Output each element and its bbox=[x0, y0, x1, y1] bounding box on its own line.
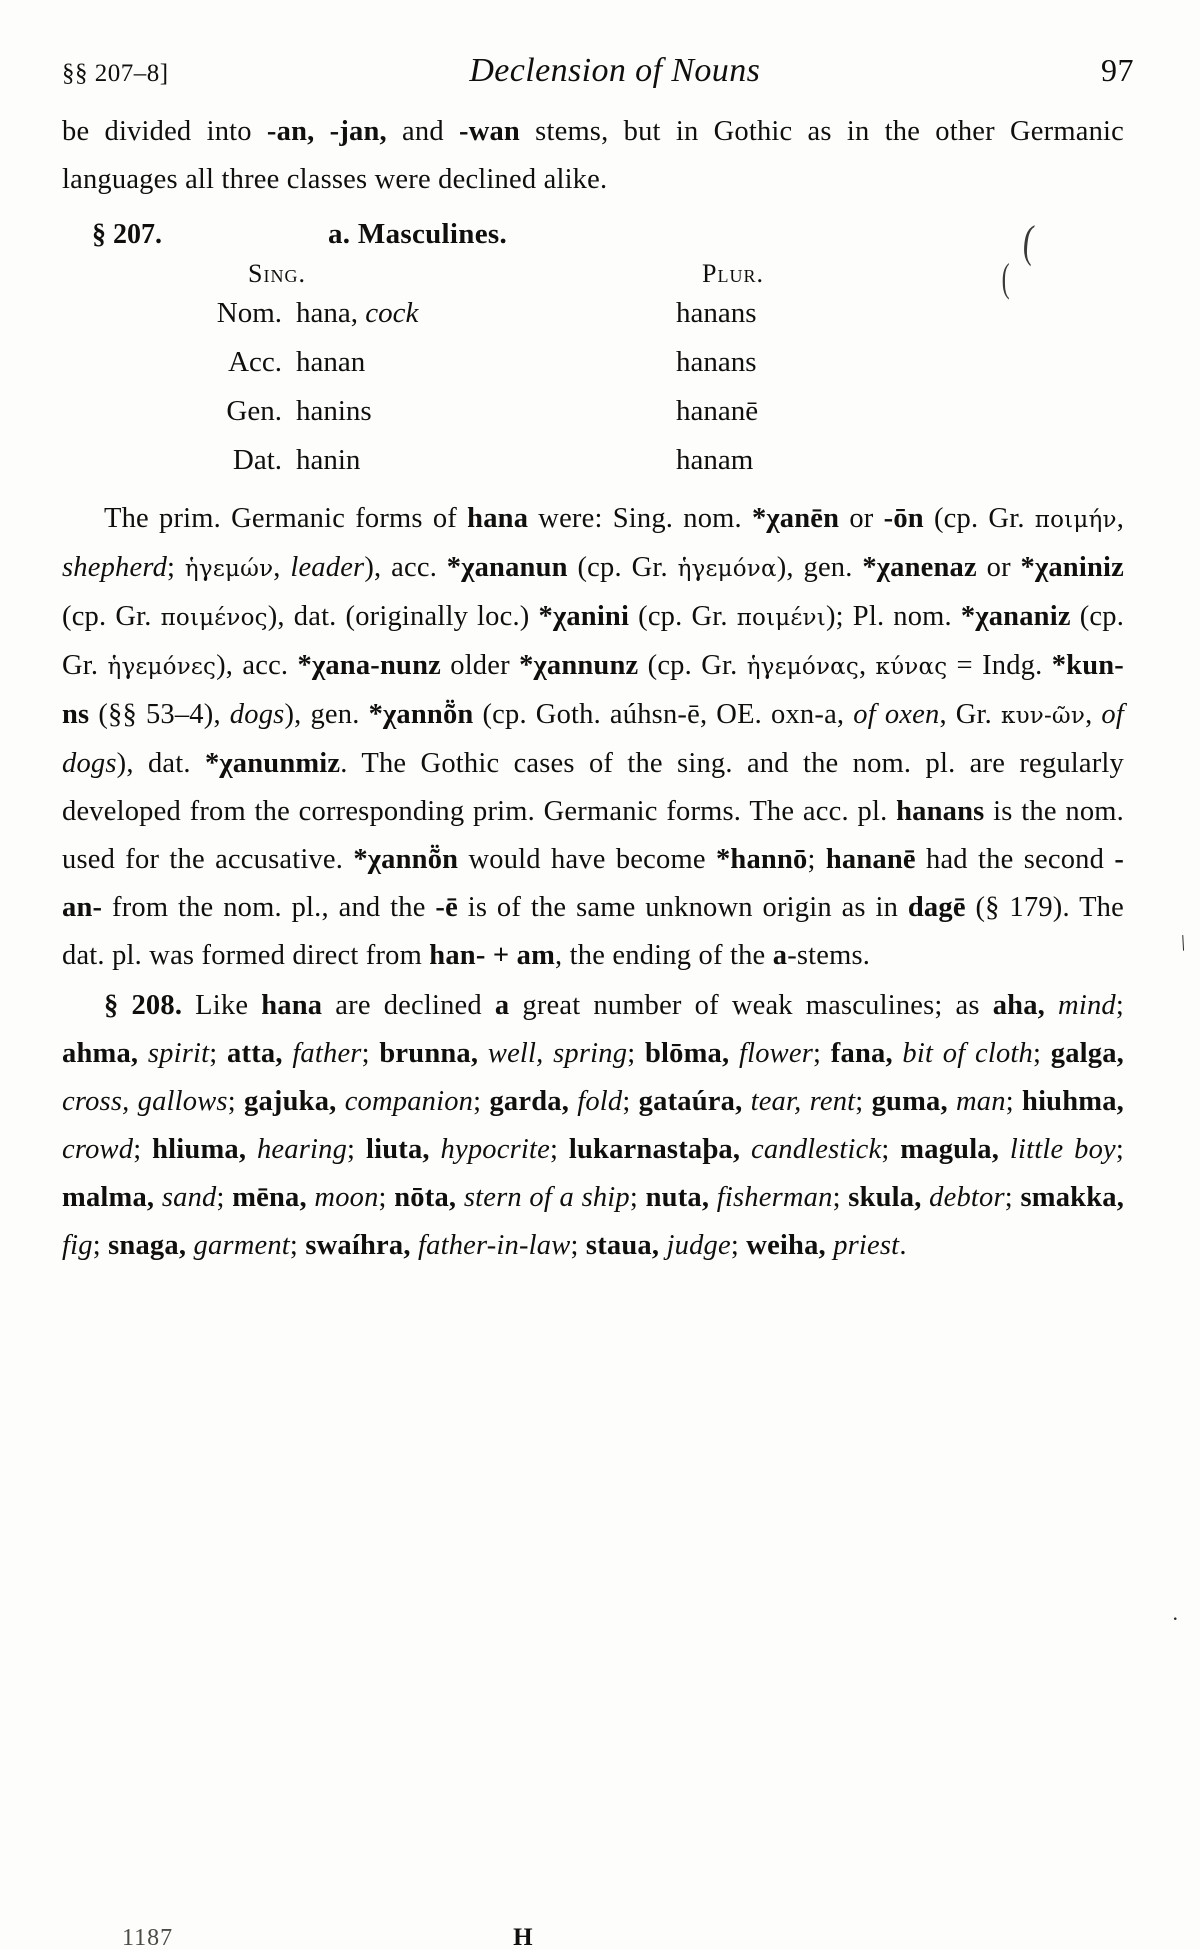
word-entry: nuta, bbox=[645, 1182, 710, 1213]
body-text: , the ending of the bbox=[555, 940, 773, 971]
page-footer bbox=[62, 1924, 1134, 1952]
word-gloss: father-in-law bbox=[418, 1230, 571, 1261]
word-gloss: hearing bbox=[256, 1134, 348, 1165]
paradigm-row bbox=[62, 436, 1124, 485]
body-text: = Indg. bbox=[947, 650, 1052, 681]
greek-word: ποιμένι bbox=[736, 605, 826, 631]
word-entry: galga, bbox=[1050, 1038, 1124, 1069]
reconstructed-form: *kun-ns bbox=[62, 650, 1124, 730]
word-gloss: bit of cloth bbox=[902, 1038, 1033, 1069]
body-text: would have become bbox=[458, 844, 716, 875]
word-entry: fana, bbox=[830, 1038, 893, 1069]
body-text-a: a bbox=[494, 990, 510, 1021]
intro-text-3: stems, but in Gothic as in the other Germanic languages all three classes were declined alike. bbox=[62, 116, 1124, 195]
reconstructed-form: *χaniniz bbox=[1020, 552, 1124, 583]
affix-e: -ē bbox=[435, 892, 458, 923]
stem-a: a bbox=[772, 940, 788, 971]
body-text: ), gen. bbox=[776, 552, 863, 583]
word-gloss: moon bbox=[314, 1182, 379, 1213]
reconstructed-form: *χanunmiz bbox=[204, 748, 341, 779]
word-entry: snaga, bbox=[108, 1230, 187, 1261]
plural-form: hanans bbox=[676, 346, 757, 378]
page-content bbox=[62, 52, 1142, 1951]
body-text: The prim. Germanic forms of bbox=[104, 503, 468, 534]
body-text: ; bbox=[807, 844, 826, 875]
body-text: , bbox=[273, 552, 291, 583]
word-gloss: spirit bbox=[147, 1038, 210, 1069]
paradigm-row bbox=[62, 387, 1124, 436]
greek-word: ἡγεμόνας bbox=[746, 654, 859, 680]
word-gloss: candlestick bbox=[750, 1134, 882, 1165]
body-text: . The Gothic cases of the sing. and the nom. pl. are regularly developed from the corresponding prim. Germanic forms. The acc. pl. bbox=[62, 748, 1124, 827]
reconstructed-form: *χanini bbox=[538, 601, 630, 632]
reconstructed-form: *χana-nunz bbox=[297, 650, 441, 681]
word-entry: garda, bbox=[489, 1086, 570, 1117]
body-text: , bbox=[858, 650, 876, 681]
word-gloss: tear, rent bbox=[750, 1086, 856, 1117]
paragraph-207-body bbox=[62, 495, 1124, 980]
reconstructed-form: *χannṏn bbox=[353, 844, 459, 875]
word-gloss: debtor bbox=[929, 1182, 1005, 1213]
goth-form-hana: hana bbox=[467, 503, 529, 534]
signature-mark: 1187 bbox=[122, 1925, 174, 1951]
word-gloss: little boy bbox=[1009, 1134, 1116, 1165]
paradigm-caption: a. Masculines. bbox=[328, 218, 508, 250]
paradigm-block-207 bbox=[62, 214, 1124, 485]
word-entry: liuta, bbox=[365, 1134, 430, 1165]
plural-form: hanans bbox=[676, 297, 757, 329]
singular-gloss: cock bbox=[365, 297, 419, 329]
body-text: are declined bbox=[322, 990, 495, 1021]
paradigm-row bbox=[62, 289, 1124, 338]
reconstructed-form: *hannō bbox=[715, 844, 808, 875]
handwritten-brace-mark: ( bbox=[1020, 214, 1037, 267]
gloss: shepherd bbox=[62, 552, 168, 583]
formation-han-am: han- + am bbox=[429, 940, 556, 971]
case-label: Dat. bbox=[232, 444, 282, 476]
body-text: , bbox=[1116, 503, 1125, 534]
body-text: from the nom. pl., and the bbox=[102, 892, 436, 923]
greek-word: κυν-ῶν bbox=[1001, 703, 1086, 729]
greek-word: ἡγεμόνες bbox=[107, 654, 217, 680]
greek-word: ποιμένος bbox=[160, 605, 268, 631]
intro-stem-wan: -wan bbox=[459, 116, 520, 147]
body-text: or bbox=[839, 503, 884, 534]
intro-paragraph bbox=[62, 108, 1124, 204]
gloss: leader bbox=[290, 552, 365, 583]
singular-form: hanan bbox=[296, 346, 366, 378]
reconstructed-form: *χananiz bbox=[960, 601, 1071, 632]
word-entry: guma, bbox=[871, 1086, 948, 1117]
word-gloss: fig bbox=[62, 1230, 93, 1261]
word-entry: skula, bbox=[848, 1182, 922, 1213]
paragraph-208: § 208. Like hana are declined a great number of weak masculines; as aha, mind; ahma, spirit; atta, father; brunna, well, spring; blōma, flower; fana, bit of cloth; galga, cross, gallows; gajuka, companion; garda, fold; gataúra, tear, rent; guma, man; hiuhma, crowd; hliuma, hearing; liuta, hypocrite; lukarnastaþa, candlestick; magula, little boy; malma, sand; mēna, moon; nōta, stern of a ship; nuta, fisherman; skula, debtor; smakka, fig; snaga, garment; swaíhra, father-in-law; staua, judge; weiha, priest. bbox=[62, 990, 1125, 1261]
word-entry: ahma, bbox=[62, 1038, 139, 1069]
word-gloss: stern of a ship bbox=[463, 1182, 630, 1213]
running-head bbox=[62, 52, 1134, 90]
singular-form: hanins bbox=[296, 395, 372, 427]
word-gloss: priest bbox=[833, 1230, 900, 1261]
body-text: is of the same unknown origin as in bbox=[457, 892, 908, 923]
word-entry: weiha, bbox=[746, 1230, 826, 1261]
section-number-207: § 207. bbox=[92, 219, 162, 250]
word-entry: malma, bbox=[62, 1182, 155, 1213]
word-gloss: fisherman bbox=[716, 1182, 833, 1213]
body-text: , Gr. bbox=[939, 699, 1002, 730]
word-gloss: father bbox=[292, 1038, 362, 1069]
reconstructed-form: *χannṏn bbox=[368, 699, 474, 730]
paradigm-headline bbox=[62, 218, 1124, 251]
body-text: -stems. bbox=[787, 940, 871, 971]
greek-word: ποιμήν bbox=[1034, 507, 1117, 533]
gloss: of dogs bbox=[62, 699, 1124, 779]
word-gloss: hypocrite bbox=[440, 1134, 550, 1165]
case-label: Gen. bbox=[226, 395, 282, 427]
word-entry: hliuma, bbox=[152, 1134, 247, 1165]
word-entry: aha, bbox=[992, 990, 1046, 1021]
word-entry: magula, bbox=[900, 1134, 1000, 1165]
body-text: (cp. Gr. bbox=[923, 503, 1035, 534]
body-text: or bbox=[976, 552, 1021, 583]
column-header-singular: Sing. bbox=[248, 259, 306, 288]
greek-word: κύνας bbox=[875, 654, 948, 680]
body-text: ), dat. (originally loc.) bbox=[267, 601, 539, 632]
word-gloss: companion bbox=[344, 1086, 474, 1117]
body-text: (cp. Goth. aúhsn-ē, OE. oxn-a, bbox=[473, 699, 854, 730]
body-text: is the nom. used for the accusative. bbox=[62, 796, 1124, 875]
case-label: Nom. bbox=[216, 297, 282, 329]
column-header-plural: Plur. bbox=[702, 259, 764, 288]
reconstructed-form: *χanēn bbox=[751, 503, 840, 534]
word-gloss: flower bbox=[738, 1038, 814, 1069]
goth-form-hanans: hanans bbox=[896, 796, 985, 827]
word-gloss: judge bbox=[666, 1230, 731, 1261]
intro-stem-an: -an, -jan, bbox=[266, 116, 387, 147]
running-head-section-ref: §§ 207–8] bbox=[62, 60, 169, 87]
section-number-208: § 208. bbox=[104, 990, 183, 1021]
reconstructed-form: *χanenaz bbox=[862, 552, 977, 583]
body-text: (§ 179). The dat. pl. was formed direct from bbox=[62, 892, 1124, 971]
page-number: 97 bbox=[1100, 52, 1134, 88]
word-entry: mēna, bbox=[232, 1182, 307, 1213]
word-entry: gajuka, bbox=[244, 1086, 337, 1117]
body-text: were: Sing. nom. bbox=[528, 503, 752, 534]
word-entry: smakka, bbox=[1020, 1182, 1125, 1213]
word-entry: staua, bbox=[585, 1230, 660, 1261]
word-gloss: well, spring bbox=[487, 1038, 628, 1069]
margin-mark-1: \ bbox=[1176, 929, 1190, 956]
body-text: ); Pl. nom. bbox=[825, 601, 961, 632]
body-text: ), acc. bbox=[364, 552, 447, 583]
body-text: ; bbox=[167, 552, 185, 583]
plural-form: hanam bbox=[676, 444, 754, 476]
word-entry: hiuhma, bbox=[1022, 1086, 1125, 1117]
body-text: had the second bbox=[915, 844, 1115, 875]
body-text: Like bbox=[182, 990, 262, 1021]
catchword-letter: H bbox=[513, 1924, 534, 1951]
greek-word: ἡγεμών bbox=[184, 556, 274, 582]
singular-form bbox=[296, 289, 676, 338]
word-entry: atta, bbox=[227, 1038, 283, 1069]
body-text: (§§ 53–4), bbox=[89, 699, 230, 730]
affix-an: -an- bbox=[62, 844, 1125, 923]
body-text: (cp. Gr. bbox=[567, 552, 678, 583]
goth-form-dage: dagē bbox=[907, 892, 966, 923]
body-text: ), gen. bbox=[284, 699, 369, 730]
case-label: Acc. bbox=[228, 346, 282, 378]
word-gloss: crowd bbox=[62, 1134, 134, 1165]
body-text: (cp. Gr. bbox=[62, 601, 161, 632]
word-gloss: garment bbox=[193, 1230, 290, 1261]
word-entry: brunna, bbox=[379, 1038, 479, 1069]
paradigm-row bbox=[62, 338, 1124, 387]
body-text: , bbox=[1085, 699, 1102, 730]
body-text: ), dat. bbox=[116, 748, 205, 779]
reconstructed-form: *χannunz bbox=[519, 650, 639, 681]
plural-form: hananē bbox=[676, 395, 759, 427]
gloss: of oxen bbox=[853, 699, 940, 730]
word-entry: swaíhra, bbox=[305, 1230, 411, 1261]
word-gloss: mind bbox=[1058, 990, 1116, 1021]
body-text: ), acc. bbox=[216, 650, 298, 681]
body-text: (cp. Gr. bbox=[62, 601, 1125, 681]
margin-mark-2: . bbox=[1172, 1600, 1178, 1625]
word-entry: nōta, bbox=[394, 1182, 457, 1213]
word-gloss: fold bbox=[577, 1086, 623, 1117]
gloss: dogs bbox=[229, 699, 285, 730]
word-gloss: man bbox=[956, 1086, 1006, 1117]
paradigm-column-headers bbox=[62, 259, 1124, 289]
word-entry: gataúra, bbox=[638, 1086, 743, 1117]
singular-form: hanin bbox=[296, 444, 361, 476]
singular-word: hana, bbox=[296, 297, 358, 329]
running-head-title: Declension of Nouns bbox=[469, 52, 761, 89]
body-text: (cp. Gr. bbox=[638, 650, 747, 681]
goth-form-hanane: hananē bbox=[825, 844, 916, 875]
intro-text-1: be divided into bbox=[62, 116, 267, 147]
body-text: older bbox=[440, 650, 520, 681]
reconstructed-form: *χananun bbox=[446, 552, 568, 583]
word-entry: lukarnastaþa, bbox=[568, 1134, 741, 1165]
word-gloss: sand bbox=[161, 1182, 217, 1213]
word-entry: blōma, bbox=[644, 1038, 730, 1069]
intro-text-2: and bbox=[386, 116, 459, 147]
word-gloss: cross, gallows bbox=[62, 1086, 228, 1117]
greek-word: ἡγεμόνα bbox=[677, 556, 777, 582]
reconstructed-form: -ōn bbox=[883, 503, 924, 534]
body-text: great number of weak masculines; as bbox=[509, 990, 993, 1021]
body-text: (cp. Gr. bbox=[629, 601, 737, 632]
headword-hana: hana bbox=[261, 990, 323, 1021]
handwritten-brace-mark-2: ( bbox=[1001, 255, 1010, 300]
